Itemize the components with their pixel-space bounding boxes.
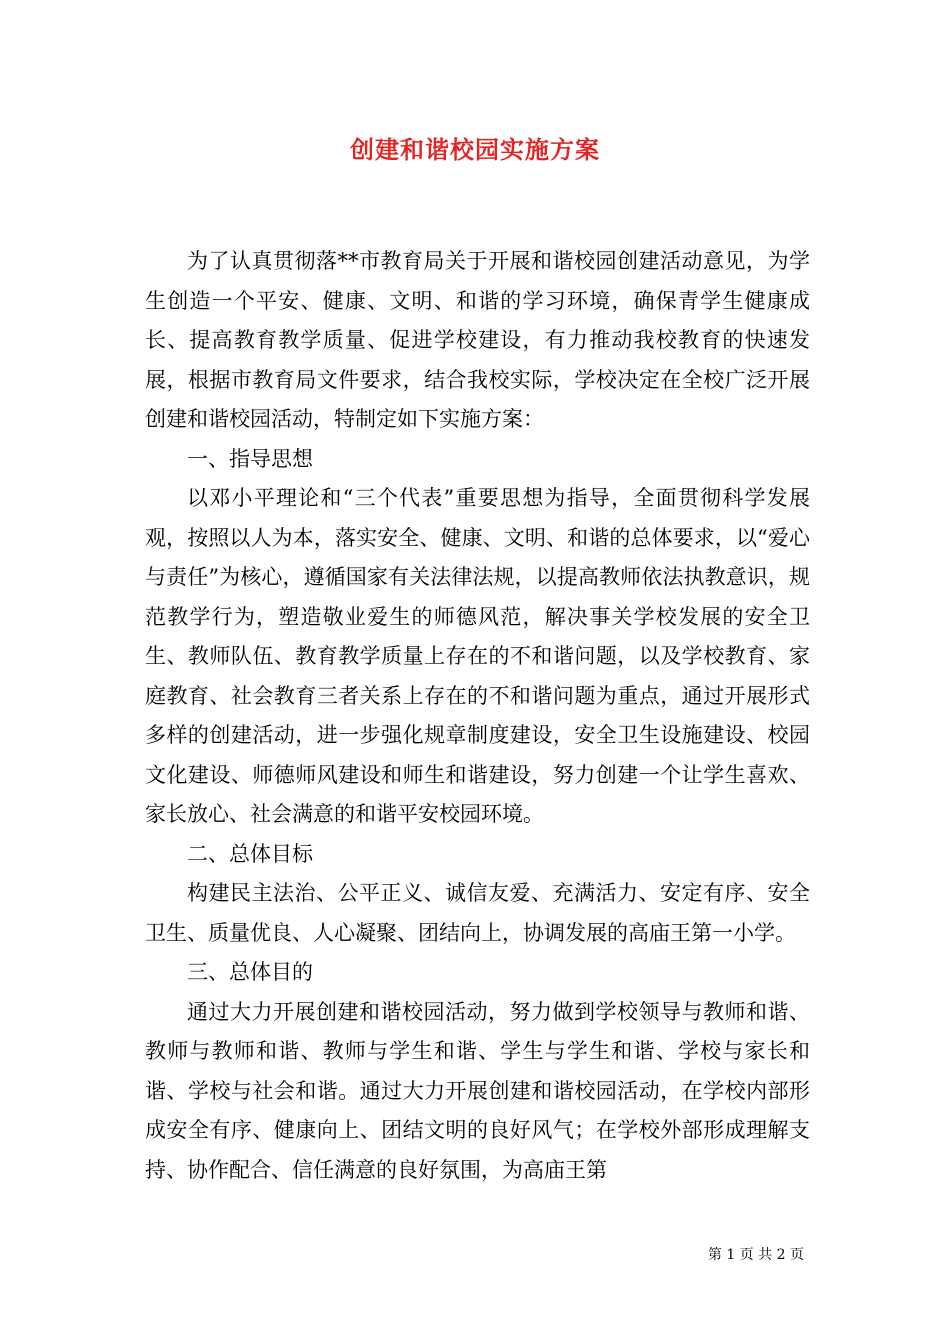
intro-paragraph: 为了认真贯彻落**市教育局关于开展和谐校园创建活动意见，为学生创造一个平安、健康、文明、和谐的学习环境，确保青学生健康成长、提高教育教学质量、促进学校建设，有力推动我校教育的快速发展，根据市教育局文件要求，结合我校实际，学校决定在全校广泛开展创建和谐校园活动，特制定如下实施方案： — [145, 249, 810, 431]
overall-purpose-paragraph: 通过大力开展创建和谐校园活动，努力做到学校领导与教师和谐、教师与教师和谐、教师与学生和谐、学生与学生和谐、学校与家长和谐、学校与社会和谐。通过大力开展创建和谐校园活动，在学校内部形成安全有序、健康向上、团结文明的良好风气；在学校外部形成理解支持、协作配合、信任满意的良好氛围，为高庙王第 — [145, 999, 810, 1182]
section-heading-overall-purpose: 三、总体目的 — [187, 960, 313, 984]
guiding-ideology-paragraph: 以邓小平理论和“三个代表”重要思想为指导，全面贯彻科学发展观，按照以人为本，落实安全、健康、文明、和谐的总体要求，以“爱心与责任”为核心，遵循国家有关法律法规，以提高教师依法执教意识，规范教学行为，塑造敬业爱生的师德风范，解决事关学校发展的安全卫生、教师队伍、教育教学质量上存在的不和谐问题，以及学校教育、家庭教育、社会教育三者关系上存在的不和谐问题为重点，通过开展形式多样的创建活动，进一步强化规章制度建设，安全卫生设施建设、校园文化建设、师德师风建设和师生和谐建设，努力创建一个让学生喜欢、家长放心、社会满意的和谐平安校园环境。 — [145, 486, 810, 826]
overall-goal-paragraph: 构建民主法治、公平正义、诚信友爱、充满活力、安定有序、安全卫生、质量优良、人心凝聚、团结向上，协调发展的高庙王第一小学。 — [145, 881, 810, 945]
section-heading-overall-goal: 二、总体目标 — [187, 841, 313, 866]
document-title: 创建和谐校园实施方案 — [350, 135, 600, 164]
section-heading-guiding-ideology: 一、指导思想 — [187, 446, 313, 471]
page-number-footer: 第 1 页 共 2 页 — [707, 1247, 804, 1263]
document-body — [145, 242, 810, 1190]
